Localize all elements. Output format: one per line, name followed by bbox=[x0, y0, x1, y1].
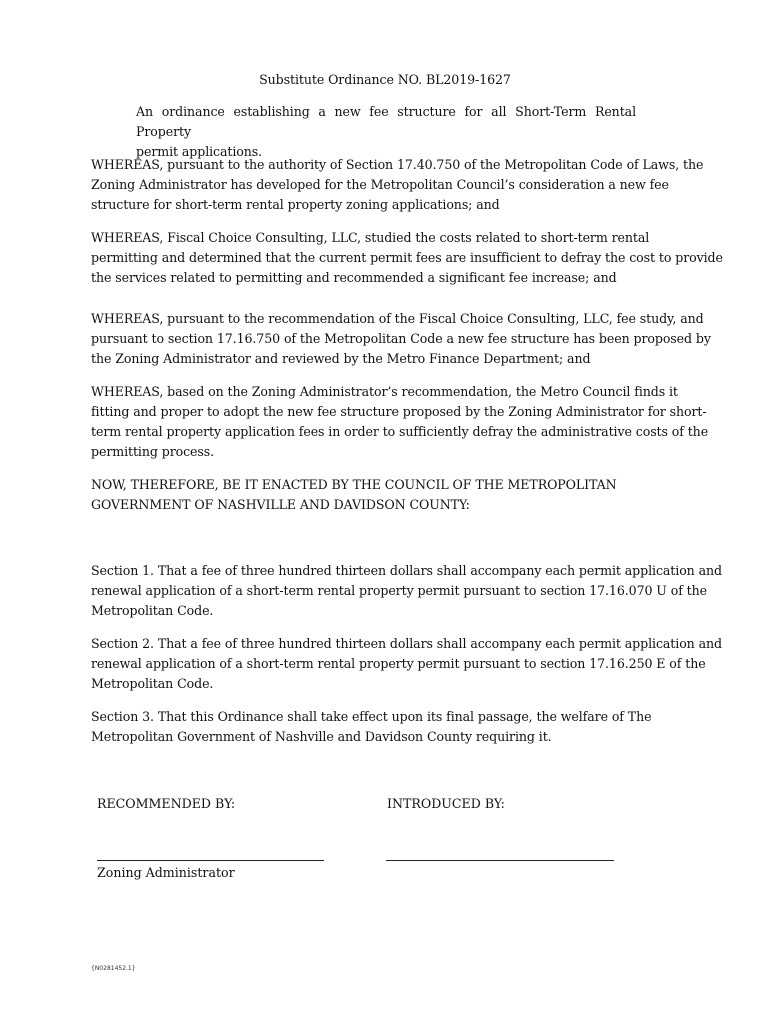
whereas-paragraph-4 bbox=[91, 382, 708, 462]
paragraph-line: WHEREAS, pursuant to the recommendation of the Fiscal Choice Consulting, LLC, fee study, and bbox=[91, 311, 704, 326]
summary-line: An ordinance establishing a new fee structure for all Short-Term Rental Property bbox=[136, 104, 636, 139]
paragraph-line: pursuant to section 17.16.750 of the Metropolitan Code a new fee structure has been proposed by bbox=[91, 331, 711, 346]
paragraph-line: NOW, THEREFORE, BE IT ENACTED BY THE COUNCIL OF THE METROPOLITAN bbox=[91, 477, 617, 492]
section-1 bbox=[91, 561, 722, 621]
paragraph-line: permitting process. bbox=[91, 444, 215, 459]
paragraph-line: renewal application of a short-term rental property permit pursuant to section 17.16.070 U of the bbox=[91, 583, 707, 598]
paragraph-line: Metropolitan Code. bbox=[91, 603, 214, 618]
paragraph-line: GOVERNMENT OF NASHVILLE AND DAVIDSON COUNTY: bbox=[91, 497, 470, 512]
paragraph-line: the Zoning Administrator and reviewed by the Metro Finance Department; and bbox=[91, 351, 591, 366]
introducer-signature-line bbox=[386, 860, 614, 861]
introduced-by-label: INTRODUCED BY: bbox=[387, 796, 505, 811]
summary-line: permit applications. bbox=[136, 144, 263, 159]
paragraph-line: Zoning Administrator has developed for the Metropolitan Council’s consideration a new fee bbox=[91, 177, 669, 192]
paragraph-line: Section 2. That a fee of three hundred thirteen dollars shall accompany each permit application and bbox=[91, 636, 722, 651]
paragraph-line: Section 1. That a fee of three hundred thirteen dollars shall accompany each permit application and bbox=[91, 563, 722, 578]
paragraph-line: the services related to permitting and recommended a significant fee increase; and bbox=[91, 270, 617, 285]
recommended-by-label: RECOMMENDED BY: bbox=[97, 796, 236, 811]
paragraph-line: fitting and proper to adopt the new fee structure proposed by the Zoning Administrator for short- bbox=[91, 404, 707, 419]
section-2 bbox=[91, 634, 722, 694]
paragraph-line: term rental property application fees in order to sufficiently defray the administrative costs of the bbox=[91, 424, 709, 439]
paragraph-line: Metropolitan Code. bbox=[91, 676, 214, 691]
paragraph-line: permitting and determined that the current permit fees are insufficient to defray the cost to provide bbox=[91, 250, 723, 265]
paragraph-line: WHEREAS, pursuant to the authority of Section 17.40.750 of the Metropolitan Code of Laws, the bbox=[91, 157, 704, 172]
whereas-paragraph-3 bbox=[91, 309, 711, 369]
paragraph-line: WHEREAS, Fiscal Choice Consulting, LLC, studied the costs related to short-term rental bbox=[91, 230, 650, 245]
ordinance-summary bbox=[136, 102, 636, 162]
paragraph-line: renewal application of a short-term rental property permit pursuant to section 17.16.250 E of the bbox=[91, 656, 706, 671]
section-3 bbox=[91, 707, 651, 747]
paragraph-line: structure for short-term rental property zoning applications; and bbox=[91, 197, 500, 212]
enactment-clause bbox=[91, 475, 617, 515]
whereas-paragraph-1 bbox=[91, 155, 703, 215]
document-footer-code: {N0281452.1} bbox=[91, 965, 136, 972]
paragraph-line: WHEREAS, based on the Zoning Administrator’s recommendation, the Metro Council finds it bbox=[91, 384, 678, 399]
recommender-title: Zoning Administrator bbox=[97, 865, 235, 880]
paragraph-line: Metropolitan Government of Nashville and Davidson County requiring it. bbox=[91, 729, 552, 744]
whereas-paragraph-2 bbox=[91, 228, 723, 288]
ordinance-title: Substitute Ordinance NO. BL2019-1627 bbox=[259, 72, 511, 87]
recommender-signature-line bbox=[97, 860, 324, 861]
paragraph-line: Section 3. That this Ordinance shall take effect upon its final passage, the welfare of The bbox=[91, 709, 652, 724]
